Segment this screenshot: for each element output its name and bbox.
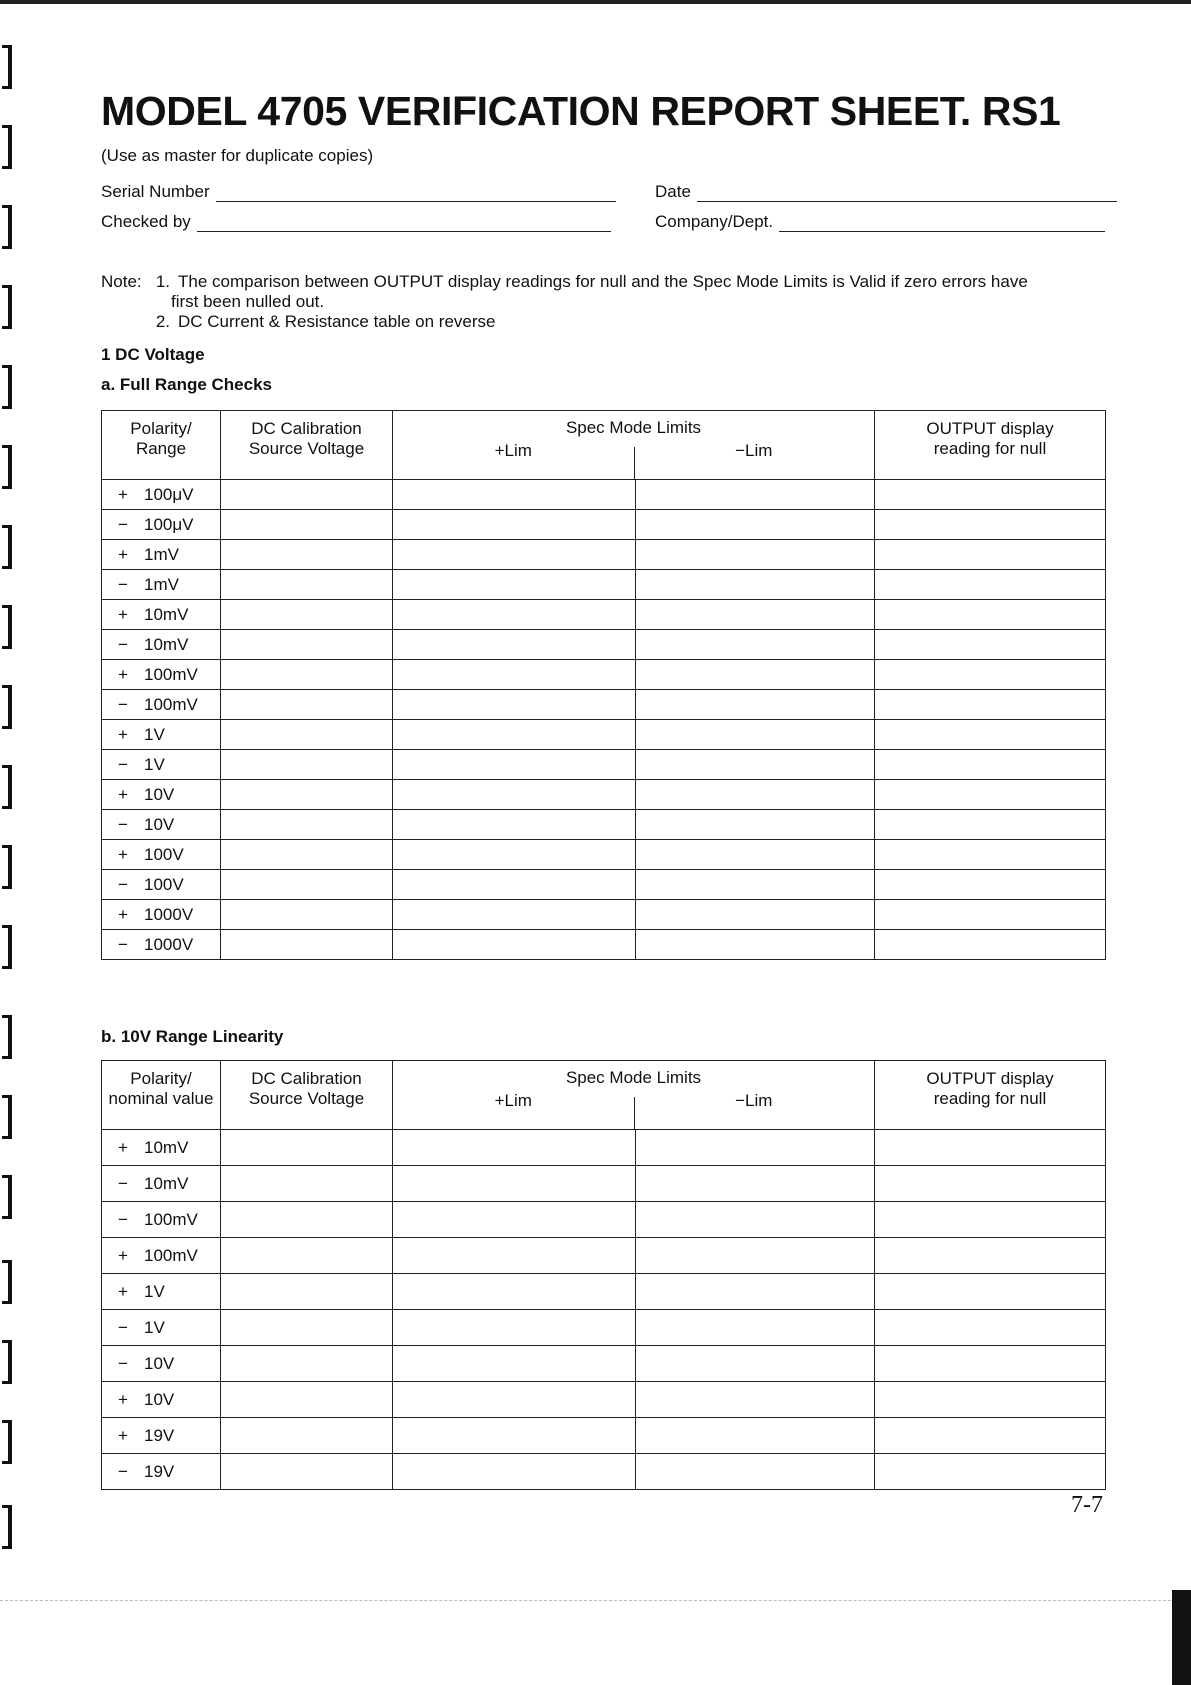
minus-lim-cell[interactable] bbox=[636, 1346, 875, 1382]
source-voltage-cell[interactable] bbox=[221, 660, 393, 690]
minus-lim-cell[interactable] bbox=[636, 660, 875, 690]
range-value: 1mV bbox=[144, 574, 179, 594]
page-top-edge bbox=[0, 0, 1191, 4]
binder-hole bbox=[2, 845, 12, 889]
notes-block bbox=[101, 272, 1028, 332]
range-value: 100μV bbox=[144, 484, 194, 504]
polarity-sign: − bbox=[118, 1461, 128, 1481]
serial-number-line[interactable] bbox=[216, 183, 616, 202]
polarity-range-cell bbox=[102, 750, 221, 780]
polarity-range-cell bbox=[102, 480, 221, 510]
table-header-row bbox=[102, 1061, 1106, 1130]
source-voltage-cell[interactable] bbox=[221, 1274, 393, 1310]
plus-lim-cell[interactable] bbox=[393, 1274, 636, 1310]
range-value: 1000V bbox=[144, 934, 194, 954]
range-value: 19V bbox=[144, 1461, 175, 1481]
output-reading-cell[interactable] bbox=[875, 510, 1106, 540]
table-row bbox=[102, 1454, 1106, 1490]
output-reading-cell[interactable] bbox=[875, 750, 1106, 780]
polarity-range-cell bbox=[102, 1202, 221, 1238]
column-divider bbox=[634, 1097, 635, 1129]
binder-hole bbox=[2, 1015, 12, 1059]
table-row bbox=[102, 750, 1106, 780]
polarity-range-cell bbox=[102, 1166, 221, 1202]
range-value: 1V bbox=[144, 1317, 165, 1337]
range-value: 100mV bbox=[144, 1209, 198, 1229]
binder-hole bbox=[2, 1340, 12, 1384]
plus-lim-cell[interactable] bbox=[393, 1202, 636, 1238]
source-voltage-cell[interactable] bbox=[221, 930, 393, 960]
output-reading-cell[interactable] bbox=[875, 1310, 1106, 1346]
source-voltage-cell[interactable] bbox=[221, 540, 393, 570]
polarity-sign: + bbox=[118, 1281, 128, 1301]
plus-lim-cell[interactable] bbox=[393, 900, 636, 930]
column-header: OUTPUT display reading for null bbox=[875, 1061, 1106, 1130]
minus-lim-cell[interactable] bbox=[636, 1166, 875, 1202]
polarity-range-cell bbox=[102, 1310, 221, 1346]
polarity-range-cell bbox=[102, 600, 221, 630]
column-header: OUTPUT display reading for null bbox=[875, 411, 1106, 480]
minus-lim-cell[interactable] bbox=[636, 1418, 875, 1454]
minus-lim-cell[interactable] bbox=[636, 1382, 875, 1418]
binder-hole bbox=[2, 365, 12, 409]
minus-lim-cell[interactable] bbox=[636, 630, 875, 660]
minus-lim-cell[interactable] bbox=[636, 750, 875, 780]
table-row bbox=[102, 1274, 1106, 1310]
plus-lim-cell[interactable] bbox=[393, 1238, 636, 1274]
minus-lim-cell[interactable] bbox=[636, 810, 875, 840]
plus-lim-cell[interactable] bbox=[393, 1346, 636, 1382]
binder-hole bbox=[2, 765, 12, 809]
minus-lim-cell[interactable] bbox=[636, 690, 875, 720]
polarity-sign: + bbox=[118, 724, 128, 744]
range-value: 100mV bbox=[144, 694, 198, 714]
source-voltage-cell[interactable] bbox=[221, 690, 393, 720]
polarity-sign: − bbox=[118, 754, 128, 774]
plus-lim-cell[interactable] bbox=[393, 720, 636, 750]
range-value: 100mV bbox=[144, 664, 198, 684]
polarity-sign: + bbox=[118, 1425, 128, 1445]
polarity-range-cell bbox=[102, 630, 221, 660]
page-number: 7-7 bbox=[1071, 1492, 1103, 1518]
range-value: 19V bbox=[144, 1425, 175, 1445]
range-value: 10mV bbox=[144, 634, 189, 654]
source-voltage-cell[interactable] bbox=[221, 480, 393, 510]
source-voltage-cell[interactable] bbox=[221, 720, 393, 750]
source-voltage-cell[interactable] bbox=[221, 1418, 393, 1454]
scan-edge-mark bbox=[1172, 1590, 1191, 1685]
polarity-range-cell bbox=[102, 570, 221, 600]
range-value: 10V bbox=[144, 1353, 175, 1373]
polarity-range-cell bbox=[102, 900, 221, 930]
output-reading-cell[interactable] bbox=[875, 1454, 1106, 1490]
source-voltage-cell[interactable] bbox=[221, 1382, 393, 1418]
output-reading-cell[interactable] bbox=[875, 900, 1106, 930]
plus-lim-cell[interactable] bbox=[393, 1166, 636, 1202]
range-value: 1V bbox=[144, 754, 165, 774]
page-subtitle: (Use as master for duplicate copies) bbox=[101, 146, 374, 165]
table-row bbox=[102, 780, 1106, 810]
plus-lim-cell[interactable] bbox=[393, 1310, 636, 1346]
range-value: 1V bbox=[144, 1281, 165, 1301]
binder-hole bbox=[2, 45, 12, 89]
binder-hole bbox=[2, 1420, 12, 1464]
minus-lim-cell[interactable] bbox=[636, 1310, 875, 1346]
date-field[interactable] bbox=[655, 182, 1117, 202]
binder-hole bbox=[2, 525, 12, 569]
table-row bbox=[102, 1238, 1106, 1274]
output-reading-cell[interactable] bbox=[875, 1346, 1106, 1382]
table-header-row bbox=[102, 411, 1106, 480]
minus-lim-cell[interactable] bbox=[636, 900, 875, 930]
source-voltage-cell[interactable] bbox=[221, 1130, 393, 1166]
polarity-sign: + bbox=[118, 664, 128, 684]
plus-lim-cell[interactable] bbox=[393, 660, 636, 690]
plus-lim-cell[interactable] bbox=[393, 1454, 636, 1490]
output-reading-cell[interactable] bbox=[875, 870, 1106, 900]
table-row bbox=[102, 810, 1106, 840]
binder-hole bbox=[2, 925, 12, 969]
minus-lim-cell[interactable] bbox=[636, 510, 875, 540]
polarity-sign: + bbox=[118, 484, 128, 504]
output-reading-cell[interactable] bbox=[875, 720, 1106, 750]
plus-lim-cell[interactable] bbox=[393, 1130, 636, 1166]
company-dept-label: Company/Dept. bbox=[655, 212, 774, 231]
source-voltage-cell[interactable] bbox=[221, 750, 393, 780]
polarity-range-cell bbox=[102, 1346, 221, 1382]
minus-lim-cell[interactable] bbox=[636, 720, 875, 750]
binder-hole bbox=[2, 1260, 12, 1304]
polarity-range-cell bbox=[102, 720, 221, 750]
serial-number-field[interactable] bbox=[101, 182, 616, 202]
polarity-range-cell bbox=[102, 690, 221, 720]
table-row bbox=[102, 1310, 1106, 1346]
source-voltage-cell[interactable] bbox=[221, 1346, 393, 1382]
spec-mode-limits-label: Spec Mode Limits bbox=[565, 1068, 702, 1087]
polarity-range-cell bbox=[102, 660, 221, 690]
range-value: 100μV bbox=[144, 514, 194, 534]
note-text-continued: first been nulled out. bbox=[171, 292, 325, 311]
source-voltage-cell[interactable] bbox=[221, 1454, 393, 1490]
table-row bbox=[102, 1202, 1106, 1238]
table-row bbox=[102, 840, 1106, 870]
polarity-sign: − bbox=[118, 1353, 128, 1373]
range-value: 10mV bbox=[144, 604, 189, 624]
source-voltage-cell[interactable] bbox=[221, 900, 393, 930]
polarity-sign: + bbox=[118, 1245, 128, 1265]
minus-lim-cell[interactable] bbox=[636, 570, 875, 600]
binder-hole bbox=[2, 685, 12, 729]
range-value: 1V bbox=[144, 724, 165, 744]
range-value: 100mV bbox=[144, 1245, 198, 1265]
column-header: DC Calibration Source Voltage bbox=[221, 411, 393, 480]
polarity-range-cell bbox=[102, 840, 221, 870]
binder-hole bbox=[2, 1175, 12, 1219]
plus-lim-cell[interactable] bbox=[393, 570, 636, 600]
polarity-range-cell bbox=[102, 510, 221, 540]
polarity-sign: + bbox=[118, 1137, 128, 1157]
range-value: 10V bbox=[144, 784, 175, 804]
minus-lim-cell[interactable] bbox=[636, 870, 875, 900]
polarity-range-cell bbox=[102, 1382, 221, 1418]
output-reading-cell[interactable] bbox=[875, 1202, 1106, 1238]
polarity-sign: − bbox=[118, 1317, 128, 1337]
polarity-sign: − bbox=[118, 934, 128, 954]
plus-lim-cell[interactable] bbox=[393, 870, 636, 900]
note-number: 2. bbox=[155, 312, 170, 331]
polarity-sign: − bbox=[118, 634, 128, 654]
output-reading-cell[interactable] bbox=[875, 660, 1106, 690]
minus-lim-label: −Lim bbox=[735, 441, 773, 460]
polarity-range-cell bbox=[102, 1274, 221, 1310]
binder-hole bbox=[2, 125, 12, 169]
binder-hole bbox=[2, 285, 12, 329]
table-row bbox=[102, 930, 1106, 960]
plus-lim-cell[interactable] bbox=[393, 810, 636, 840]
output-reading-cell[interactable] bbox=[875, 1382, 1106, 1418]
source-voltage-cell[interactable] bbox=[221, 870, 393, 900]
plus-lim-cell[interactable] bbox=[393, 540, 636, 570]
output-reading-cell[interactable] bbox=[875, 1418, 1106, 1454]
column-header: Polarity/ nominal value bbox=[102, 1061, 221, 1130]
polarity-sign: + bbox=[118, 544, 128, 564]
plus-lim-cell[interactable] bbox=[393, 630, 636, 660]
section-subheading: b. 10V Range Linearity bbox=[101, 1027, 284, 1046]
output-reading-cell[interactable] bbox=[875, 810, 1106, 840]
linearity-table bbox=[101, 1060, 1106, 1490]
table-row bbox=[102, 900, 1106, 930]
minus-lim-cell[interactable] bbox=[636, 600, 875, 630]
range-value: 10mV bbox=[144, 1137, 189, 1157]
range-value: 10mV bbox=[144, 1173, 189, 1193]
minus-lim-cell[interactable] bbox=[636, 480, 875, 510]
note-label: Note: bbox=[101, 272, 142, 291]
plus-lim-cell[interactable] bbox=[393, 930, 636, 960]
output-reading-cell[interactable] bbox=[875, 930, 1106, 960]
minus-lim-cell[interactable] bbox=[636, 1130, 875, 1166]
polarity-range-cell bbox=[102, 870, 221, 900]
source-voltage-cell[interactable] bbox=[221, 1238, 393, 1274]
spec-mode-limits-header bbox=[393, 411, 875, 480]
polarity-sign: + bbox=[118, 1389, 128, 1409]
range-value: 1000V bbox=[144, 904, 194, 924]
source-voltage-cell[interactable] bbox=[221, 510, 393, 540]
polarity-range-cell bbox=[102, 810, 221, 840]
company-dept-field[interactable] bbox=[655, 212, 1105, 232]
table-row bbox=[102, 660, 1106, 690]
column-header: Polarity/ Range bbox=[102, 411, 221, 480]
output-reading-cell[interactable] bbox=[875, 540, 1106, 570]
table-row bbox=[102, 1130, 1106, 1166]
note-text: The comparison between OUTPUT display readings for null and the Spec Mode Limits is Valid if zero errors have bbox=[178, 272, 1028, 291]
table-row bbox=[102, 720, 1106, 750]
output-reading-cell[interactable] bbox=[875, 570, 1106, 600]
plus-lim-cell[interactable] bbox=[393, 1382, 636, 1418]
minus-lim-cell[interactable] bbox=[636, 540, 875, 570]
polarity-range-cell bbox=[102, 930, 221, 960]
output-reading-cell[interactable] bbox=[875, 690, 1106, 720]
polarity-sign: − bbox=[118, 694, 128, 714]
output-reading-cell[interactable] bbox=[875, 1238, 1106, 1274]
output-reading-cell[interactable] bbox=[875, 630, 1106, 660]
column-divider bbox=[634, 447, 635, 479]
table-row bbox=[102, 1346, 1106, 1382]
output-reading-cell[interactable] bbox=[875, 780, 1106, 810]
source-voltage-cell[interactable] bbox=[221, 780, 393, 810]
page-bottom-edge bbox=[0, 1600, 1191, 1601]
range-value: 100V bbox=[144, 844, 184, 864]
minus-lim-cell[interactable] bbox=[636, 1274, 875, 1310]
table-row bbox=[102, 510, 1106, 540]
polarity-range-cell bbox=[102, 540, 221, 570]
spec-mode-limits-header bbox=[393, 1061, 875, 1130]
polarity-sign: − bbox=[118, 514, 128, 534]
source-voltage-cell[interactable] bbox=[221, 1202, 393, 1238]
full-range-table bbox=[101, 410, 1106, 960]
serial-number-label: Serial Number bbox=[101, 182, 210, 201]
plus-lim-cell[interactable] bbox=[393, 690, 636, 720]
output-reading-cell[interactable] bbox=[875, 1166, 1106, 1202]
range-value: 10V bbox=[144, 1389, 175, 1409]
table-row bbox=[102, 1166, 1106, 1202]
output-reading-cell[interactable] bbox=[875, 1130, 1106, 1166]
binder-hole bbox=[2, 605, 12, 649]
polarity-sign: − bbox=[118, 1173, 128, 1193]
range-value: 10V bbox=[144, 814, 175, 834]
polarity-sign: − bbox=[118, 814, 128, 834]
output-reading-cell[interactable] bbox=[875, 600, 1106, 630]
date-label: Date bbox=[655, 182, 691, 201]
table-row bbox=[102, 600, 1106, 630]
range-value: 1mV bbox=[144, 544, 179, 564]
source-voltage-cell[interactable] bbox=[221, 570, 393, 600]
plus-lim-cell[interactable] bbox=[393, 750, 636, 780]
plus-lim-cell[interactable] bbox=[393, 1418, 636, 1454]
output-reading-cell[interactable] bbox=[875, 840, 1106, 870]
plus-lim-cell[interactable] bbox=[393, 480, 636, 510]
table-row bbox=[102, 480, 1106, 510]
minus-lim-cell[interactable] bbox=[636, 840, 875, 870]
plus-lim-label: +Lim bbox=[494, 1091, 532, 1110]
minus-lim-label: −Lim bbox=[735, 1091, 773, 1110]
section-subheading: a. Full Range Checks bbox=[101, 375, 272, 394]
polarity-range-cell bbox=[102, 1418, 221, 1454]
polarity-sign: − bbox=[118, 574, 128, 594]
polarity-sign: + bbox=[118, 784, 128, 804]
table-row bbox=[102, 690, 1106, 720]
minus-lim-cell[interactable] bbox=[636, 1454, 875, 1490]
checked-by-label: Checked by bbox=[101, 212, 191, 231]
minus-lim-cell[interactable] bbox=[636, 780, 875, 810]
binder-hole bbox=[2, 1505, 12, 1549]
table-row bbox=[102, 630, 1106, 660]
plus-lim-cell[interactable] bbox=[393, 840, 636, 870]
polarity-range-cell bbox=[102, 1454, 221, 1490]
polarity-sign: + bbox=[118, 604, 128, 624]
table-row bbox=[102, 540, 1106, 570]
polarity-sign: − bbox=[118, 874, 128, 894]
spec-mode-limits-label: Spec Mode Limits bbox=[565, 418, 702, 437]
company-dept-line[interactable] bbox=[779, 213, 1105, 232]
plus-lim-label: +Lim bbox=[494, 441, 532, 460]
source-voltage-cell[interactable] bbox=[221, 1310, 393, 1346]
checked-by-line[interactable] bbox=[197, 213, 611, 232]
page-title: MODEL 4705 VERIFICATION REPORT SHEET. RS1 bbox=[101, 88, 1061, 134]
column-header: DC Calibration Source Voltage bbox=[221, 1061, 393, 1130]
output-reading-cell[interactable] bbox=[875, 480, 1106, 510]
polarity-sign: + bbox=[118, 844, 128, 864]
plus-lim-cell[interactable] bbox=[393, 780, 636, 810]
binder-hole bbox=[2, 1095, 12, 1139]
range-value: 100V bbox=[144, 874, 184, 894]
binder-hole bbox=[2, 205, 12, 249]
plus-lim-cell[interactable] bbox=[393, 600, 636, 630]
polarity-range-cell bbox=[102, 780, 221, 810]
polarity-sign: − bbox=[118, 1209, 128, 1229]
source-voltage-cell[interactable] bbox=[221, 630, 393, 660]
minus-lim-cell[interactable] bbox=[636, 1202, 875, 1238]
source-voltage-cell[interactable] bbox=[221, 600, 393, 630]
polarity-range-cell bbox=[102, 1238, 221, 1274]
polarity-sign: + bbox=[118, 904, 128, 924]
source-voltage-cell[interactable] bbox=[221, 810, 393, 840]
minus-lim-cell[interactable] bbox=[636, 1238, 875, 1274]
table-row bbox=[102, 1418, 1106, 1454]
date-line[interactable] bbox=[697, 183, 1117, 202]
polarity-range-cell bbox=[102, 1130, 221, 1166]
note-text: DC Current & Resistance table on reverse bbox=[178, 312, 496, 331]
table-row bbox=[102, 1382, 1106, 1418]
table-row bbox=[102, 870, 1106, 900]
source-voltage-cell[interactable] bbox=[221, 840, 393, 870]
checked-by-field[interactable] bbox=[101, 212, 611, 232]
binder-hole bbox=[2, 445, 12, 489]
section-heading: 1 DC Voltage bbox=[101, 345, 205, 364]
source-voltage-cell[interactable] bbox=[221, 1166, 393, 1202]
output-reading-cell[interactable] bbox=[875, 1274, 1106, 1310]
plus-lim-cell[interactable] bbox=[393, 510, 636, 540]
minus-lim-cell[interactable] bbox=[636, 930, 875, 960]
table-row bbox=[102, 570, 1106, 600]
note-number: 1. bbox=[155, 272, 170, 291]
